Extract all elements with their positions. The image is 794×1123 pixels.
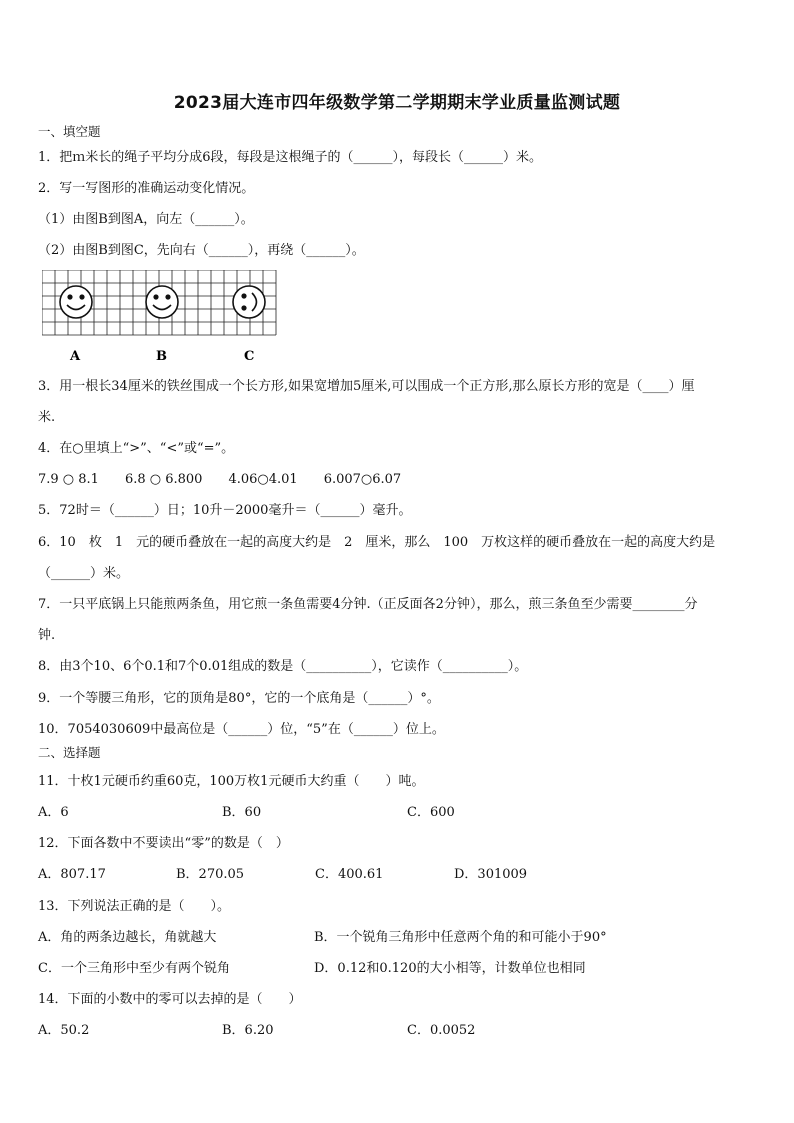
q12-option-d: D．301009	[454, 867, 528, 882]
question-10: 10．7054030609中最高位是（______）位，“5”在（______）位上。	[38, 722, 445, 737]
figure-label-b: B	[156, 349, 167, 364]
question-4-items: 7.9 ○ 8.1 6.8 ○ 6.800 4.06○4.01 6.007○6.07	[38, 472, 402, 487]
q12-option-a: A．807.17	[38, 867, 106, 882]
smiley-face-b	[146, 286, 178, 318]
page-title: 2023届大连市四年级数学第二学期期末学业质量监测试题	[173, 93, 621, 113]
question-3-line-2: 米.	[38, 410, 56, 425]
q12-option-b: B．270.05	[176, 867, 245, 882]
q11-option-a: A．6	[38, 805, 69, 820]
smiley-face-a	[60, 286, 92, 318]
q12-option-c: C．400.61	[315, 867, 384, 882]
q14-option-a: A．50.2	[38, 1023, 90, 1038]
question-7-line-1: 7．一只平底锅上只能煎两条鱼，用它煎一条鱼需要4分钟.（正反面各2分钟），那么，煎三条鱼至少需要________分	[38, 597, 698, 612]
section-fill-in: 一、填空题	[38, 124, 101, 139]
question-1: 1．把ｍ米长的绳子平均分成6段，每段是这根绳子的（______），每段长（______）米。	[38, 150, 543, 165]
question-2: 2．写一写图形的准确运动变化情况。	[38, 181, 255, 196]
question-14: 14．下面的小数中的零可以去掉的是（ ）	[38, 992, 302, 1007]
q11-option-c: C．600	[407, 805, 455, 820]
question-6-line-1: 6．10 枚 1 元的硬币叠放在一起的高度大约是 2 厘米，那么 100 万枚这样的硬币叠放在一起的高度大约是	[38, 535, 716, 550]
question-2-part-2: （2）由图B到图C，先向右（______），再绕（______）。	[38, 243, 365, 258]
question-4: 4．在○里填上“>”、“<”或“=”。	[38, 441, 235, 456]
q11-option-b: B．60	[222, 805, 262, 820]
question-6-line-2: （______）米。	[38, 566, 130, 581]
question-2-part-1: （1）由图B到图A，向左（______）。	[38, 212, 254, 227]
question-3-line-1: 3．用一根长34厘米的铁丝围成一个长方形,如果宽增加5厘米,可以围成一个正方形,那么原长方形的宽是（____）厘	[38, 379, 695, 394]
q13-option-a: A．角的两条边越长，角就越大	[38, 930, 217, 945]
q13-option-b: B．一个锐角三角形中任意两个角的和可能小于90°	[314, 930, 607, 945]
question-12: 12．下面各数中不要读出“零”的数是（ ）	[38, 836, 289, 851]
q14-option-c: C．0.0052	[407, 1023, 476, 1038]
question-8: 8．由3个10、6个0.1和7个0.01组成的数是（__________），它读作（__________）。	[38, 659, 528, 674]
question-13: 13．下列说法正确的是（ ）。	[38, 899, 231, 914]
figure-label-a: A	[70, 349, 81, 364]
figure-label-c: C	[244, 349, 255, 364]
q14-option-b: B．6.20	[222, 1023, 274, 1038]
q13-option-c: C．一个三角形中至少有两个锐角	[38, 961, 230, 976]
question-7-line-2: 钟.	[38, 628, 56, 643]
grid-figure	[42, 270, 282, 370]
question-9: 9．一个等腰三角形，它的顶角是80°，它的一个底角是（______）°。	[38, 691, 440, 706]
question-5: 5．72时＝（______）日；10升－2000毫升＝（______）毫升。	[38, 503, 412, 518]
smiley-face-c	[233, 286, 265, 318]
q13-option-d: D．0.12和0.120的大小相等，计数单位也相同	[314, 961, 586, 976]
question-11: 11．十枚1元硬币约重60克，100万枚1元硬币大约重（ ）吨。	[38, 774, 425, 789]
grid-figure-svg	[42, 270, 282, 366]
section-multiple-choice: 二、选择题	[38, 745, 101, 760]
